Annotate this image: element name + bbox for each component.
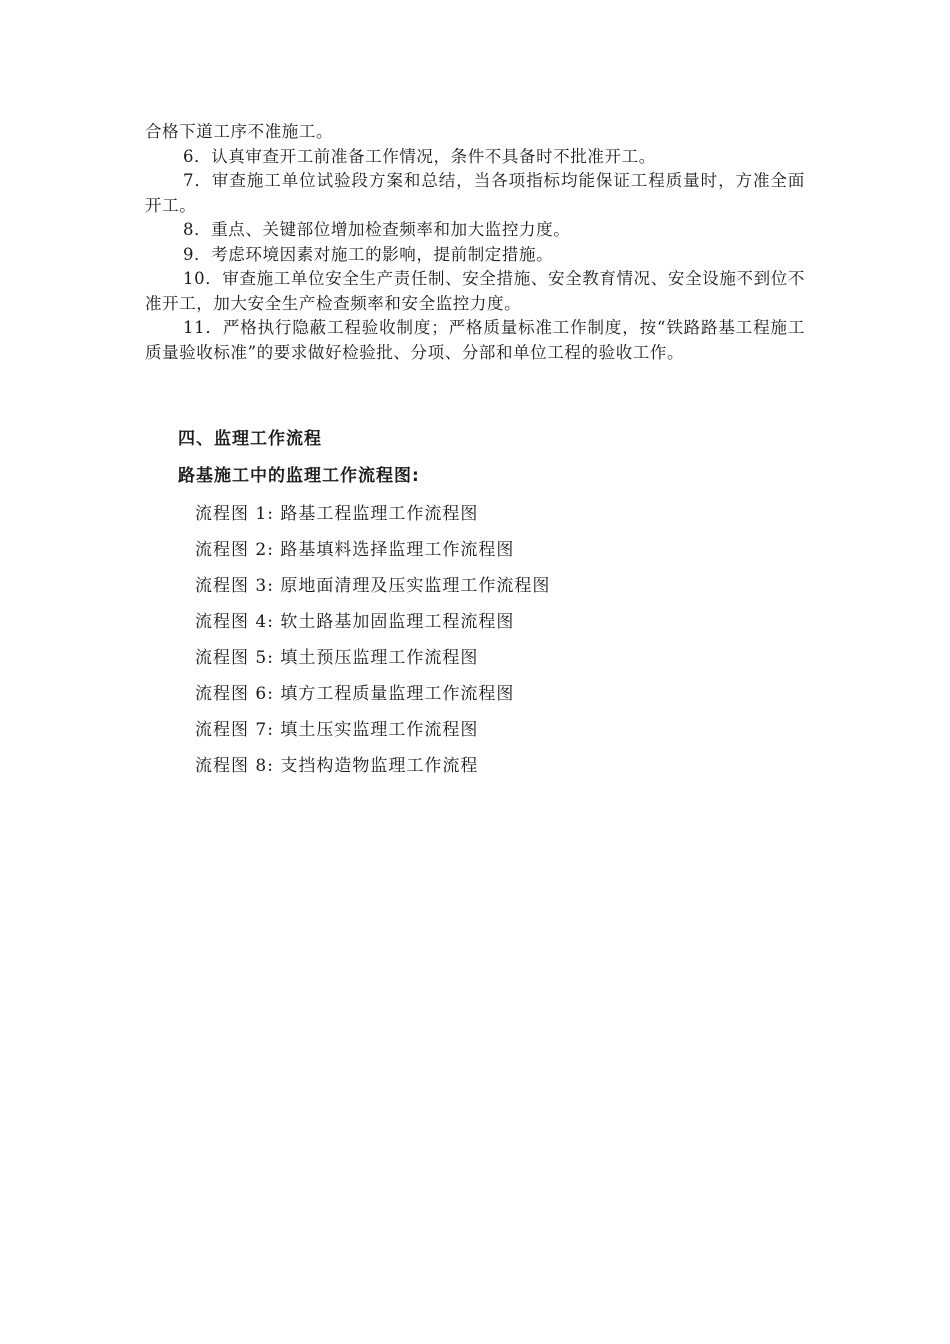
flowchart-item-4: 流程图 4: 软土路基加固监理工程流程图 (195, 612, 515, 632)
flowchart-item-2: 流程图 2: 路基填料选择监理工作流程图 (195, 540, 515, 560)
flowchart-list (195, 496, 550, 784)
flowchart-item-8: 流程图 8: 支挡构造物监理工作流程 (195, 756, 479, 776)
paragraph-item-9: 9．考虑环境因素对施工的影响，提前制定措施。 (183, 244, 554, 264)
paragraph-item-7: 7．审查施工单位试验段方案和总结，当各项指标均能保证工程质量时，方准全面开工。 (145, 171, 805, 215)
flowchart-item-5: 流程图 5: 填土预压监理工作流程图 (195, 648, 479, 668)
flowchart-item-3: 流程图 3: 原地面清理及压实监理工作流程图 (195, 576, 551, 596)
flowchart-item-1: 流程图 1: 路基工程监理工作流程图 (195, 504, 479, 524)
body-text (145, 120, 805, 365)
paragraph-item-8: 8．重点、关键部位增加检查频率和加大监控力度。 (183, 220, 571, 239)
section-title: 四、监理工作流程 (178, 429, 322, 449)
paragraph-item-6: 6．认真审查开工前准备工作情况，条件不具备时不批准开工。 (183, 146, 656, 166)
paragraph-item-10: 10．审查施工单位安全生产责任制、安全措施、安全教育情况、安全设施不到位不准开工，加大安全生产检查频率和安全监控力度。 (145, 269, 805, 313)
flowchart-item-7: 流程图 7: 填土压实监理工作流程图 (195, 720, 479, 740)
subsection-title: 路基施工中的监理工作流程图: (178, 466, 420, 486)
paragraph-continuation: 合格下道工序不准施工。 (145, 122, 334, 141)
paragraph-item-11: 11．严格执行隐蔽工程验收制度；严格质量标准工作制度，按“铁路路基工程施工质量验收标准”的要求做好检验批、分项、分部和单位工程的验收工作。 (145, 318, 805, 362)
flowchart-item-6: 流程图 6: 填方工程质量监理工作流程图 (195, 684, 515, 704)
